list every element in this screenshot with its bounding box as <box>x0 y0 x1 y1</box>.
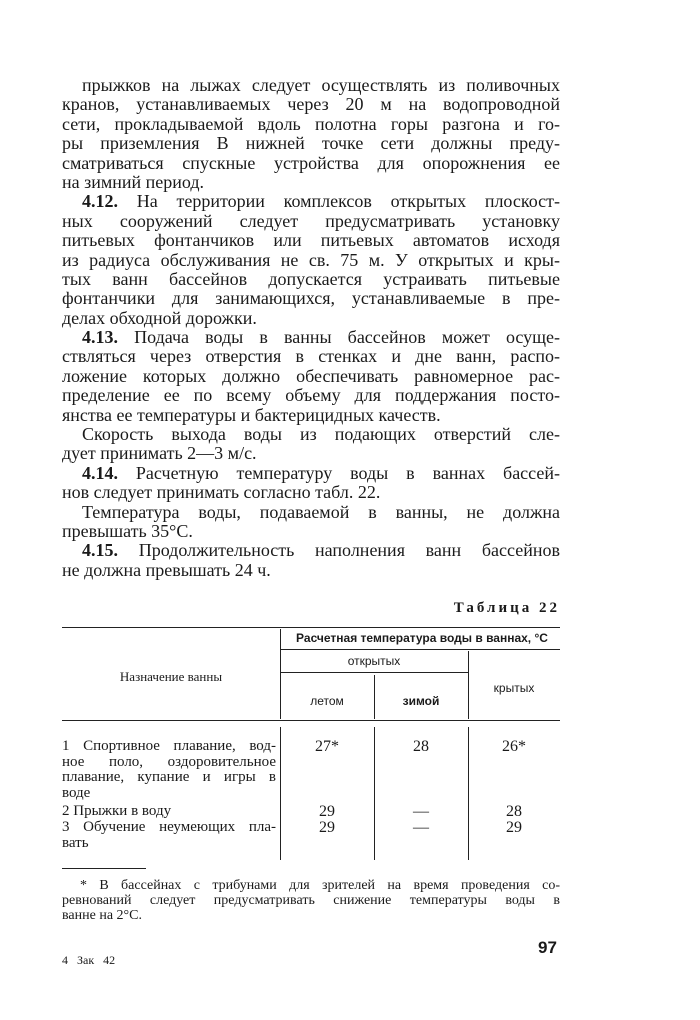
text-line: 4.13. Подача воды в ванны бассейнов может осуще- <box>82 327 560 348</box>
footnote-line: * В бассейнах с трибунами для зрителей на время проведения со- <box>80 878 560 893</box>
cell-winter: — <box>413 803 429 820</box>
text-line: ложение которых должно обеспечивать равномерное рас- <box>62 365 560 386</box>
footnote-line: ревнований следует предусматривать снижение температуры воды в <box>62 893 560 908</box>
header-bottom-rule <box>62 720 560 721</box>
table-caption: Таблица 22 <box>453 600 560 616</box>
cell-summer: 29 <box>319 803 335 820</box>
text-line: тых ванн бассейнов допускается устраивать питьевые <box>62 268 560 289</box>
cell-winter: 28 <box>413 738 429 755</box>
body-text <box>62 76 560 580</box>
clause-number: 4.13. <box>82 327 118 348</box>
header-rule <box>280 649 560 650</box>
text-line: 4.14. Расчетную температуру воды в ваннах бассей- <box>82 462 560 483</box>
text-line: прыжков на лыжах следует осуществлять из поливочных <box>82 75 560 95</box>
row-purpose-line: 3 Обучение неумеющих пла- <box>62 819 276 835</box>
header-rule <box>280 672 468 673</box>
cell-winter: — <box>413 819 429 836</box>
table-22 <box>62 627 560 862</box>
cell-summer: 27* <box>315 738 339 755</box>
clause-number: 4.14. <box>82 462 118 483</box>
text-line: нов следует принимать согласно табл. 22. <box>62 482 381 503</box>
header-group: Расчетная температура воды в ваннах, °С <box>296 631 548 645</box>
header-summer: летом <box>310 694 344 708</box>
header-winter: зимой <box>402 694 440 708</box>
table-top-rule <box>62 627 560 628</box>
text-line: ры приземления В нижней точке сети должны преду- <box>62 133 560 154</box>
row-purpose-line: воде <box>62 784 91 801</box>
row-purpose <box>62 739 276 801</box>
cell-indoor: 26* <box>502 738 526 755</box>
footnote <box>62 878 560 923</box>
row-purpose-line: ное поло, оздоровительное <box>62 753 276 770</box>
text-line: дует принимать 2—3 м/с. <box>62 443 257 464</box>
text-line: ных сооружений следует предусматривать установку <box>62 210 560 231</box>
row-purpose <box>62 804 276 820</box>
text-line: сети, прокладываемой вдоль полотна горы разгона и го- <box>62 113 560 134</box>
text-line: не должна превышать 24 ч. <box>62 559 271 580</box>
text-line: янства ее температуры и бактерицидных качеств. <box>62 404 441 425</box>
row-purpose-line: вать <box>62 834 89 851</box>
text-line: на зимний период. <box>62 171 205 192</box>
row-purpose <box>62 820 276 851</box>
clause-number: 4.12. <box>82 191 118 212</box>
text-line: пределение ее по всему объему для поддержания посто- <box>62 385 560 406</box>
cell-indoor: 29 <box>506 819 522 836</box>
clause-number: 4.15. <box>82 540 118 561</box>
text-line: сматриваться спускные устройства для опорожнения ее <box>62 152 560 173</box>
cell-summer: 29 <box>319 819 335 836</box>
text-line: делах обходной дорожки. <box>62 307 257 328</box>
cell-indoor: 28 <box>506 803 522 820</box>
row-purpose-line: 1 Спортивное плавание, вод- <box>62 738 276 754</box>
text-line: 4.15. Продолжительность наполнения ванн бассейнов <box>82 540 560 561</box>
header-purpose: Назначение ванны <box>119 669 223 684</box>
text-line: фонтанчики для занимающихся, устанавливаемые в пре- <box>62 288 560 309</box>
text-line: 4.12. На территории комплексов открытых плоскост- <box>82 191 560 212</box>
text-line: Скорость выхода воды из подающих отверстий сле- <box>82 424 560 445</box>
header-open: открытых <box>347 654 401 668</box>
header-indoor: крытых <box>493 681 535 695</box>
text-line: из радиуса обслуживания не св. 75 м. У открытых и кры- <box>62 249 560 270</box>
page-number: 97 <box>538 938 557 957</box>
row-purpose-line: 2 Прыжки в воду <box>62 803 172 819</box>
text-line: превышать 35°С. <box>62 520 193 541</box>
text-line: кранов, устанавливаемых через 20 м на водопроводной <box>62 94 560 115</box>
printer-signature: 4 Зак 42 <box>62 953 116 967</box>
footnote-rule <box>62 868 146 869</box>
text-line: питьевых фонтанчиков или питьевых автоматов исходя <box>62 230 560 251</box>
row-purpose-line: плавание, купание и игры в <box>62 769 276 785</box>
footnote-line: ванне на 2°С. <box>62 908 142 923</box>
text-line: ствляться через отверстия в стенках и дне ванн, распо- <box>62 346 560 367</box>
text-line: Температура воды, подаваемой в ванны, не должна <box>82 501 560 522</box>
